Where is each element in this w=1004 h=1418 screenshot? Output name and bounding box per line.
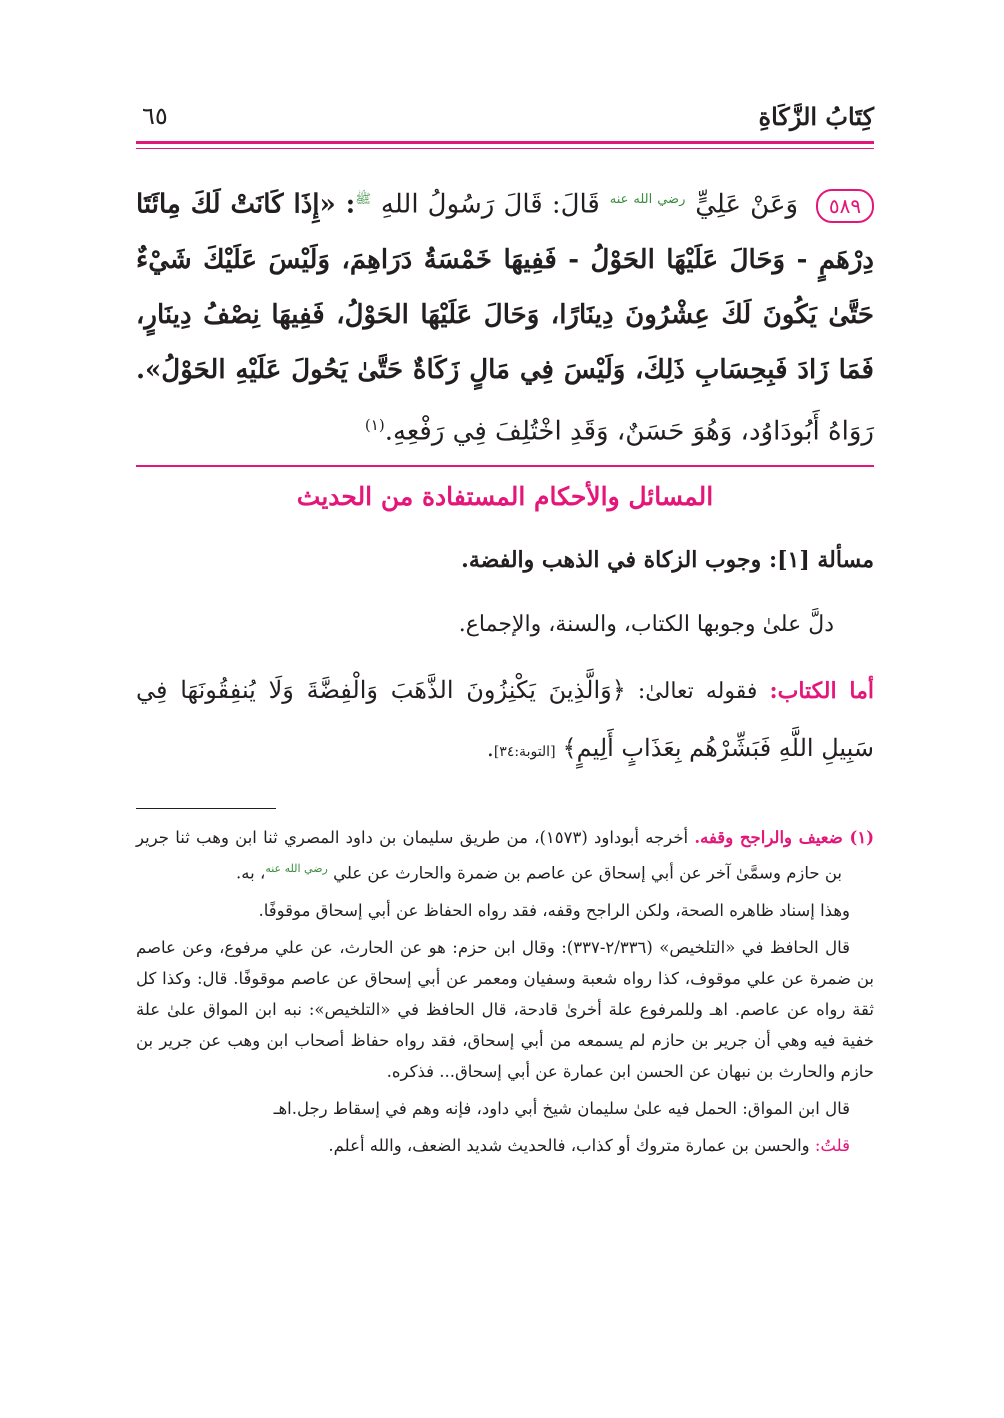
footnote-paragraph: قال ابن المواق: الحمل فيه علىٰ سليمان شيخ أبي داود، فإنه وهم في إسقاط رجل.اهـ	[273, 1098, 850, 1118]
salawat-glyph: ﷺ	[355, 192, 371, 207]
hadith-body: : «إِذَا كَانَتْ لَكَ مِائَتَا دِرْهَمٍ - وَحَالَ عَلَيْهَا الحَوْلُ - فَفِيهَا خَمْسَةُ دَرَاهِمَ، وَلَيْسَ عَلَيْكَ شَيْءٌ حَتَّىٰ يَكُونَ لَكَ عِشْرُونَ دِينَارًا، وَحَالَ عَلَيْهَا الحَوْلُ، فَفِيهَا نِصْفُ دِينَارٍ، فَمَا زَادَ فَبِحِسَابِ ذَلِكَ، وَلَيْسَ فِي مَالٍ زَكَاةٌ حَتَّىٰ يَحُولَ عَلَيْهِ الحَوْلُ».	[136, 189, 874, 385]
surah-reference: [التوبة:٣٤]	[493, 744, 556, 760]
honorific-glyph: رضي الله عنه	[609, 192, 686, 207]
evidence-paragraph: دلَّ علىٰ وجوبها الكتاب، والسنة، والإجماع.	[458, 612, 834, 637]
paragraph-end: .	[486, 737, 494, 762]
chapter-title: كِتَابُ الزَّكَاةِ	[758, 102, 874, 131]
hadith-intro: قَالَ: قَالَ رَسُولُ اللهِ	[380, 189, 600, 220]
issue-text: وجوب الزكاة في الذهب والفضة.	[461, 547, 762, 573]
page-number: ٦٥	[142, 102, 168, 130]
header-rule-thin	[136, 148, 874, 149]
quran-verse: ﴿وَالَّذِينَ يَكْنِزُونَ الذَّهَبَ وَالْفِضَّةَ وَلَا يُنفِقُونَهَا فِي سَبِيلِ اللَّهِ فَبَشِّرْهُم بِعَذَابٍ أَلِيمٍ﴾	[136, 676, 874, 762]
hadith-divider	[136, 465, 874, 467]
footnote-ref[interactable]: (١)	[364, 415, 385, 434]
footnote-label: (١) ضعيف والراجح وقفه.	[694, 828, 874, 847]
issue-label: مسألة [١]:	[768, 547, 874, 573]
section-title: المسائل والأحكام المستفادة من الحديث	[296, 482, 714, 511]
footnotes	[136, 822, 874, 1167]
header-rule	[136, 141, 874, 144]
book-page	[136, 0, 874, 1418]
page-header	[136, 98, 874, 146]
book-evidence-label: أما الكتاب:	[769, 678, 874, 704]
issue-heading	[461, 547, 874, 573]
footnote-paragraph: قال الحافظ في «التلخيص» (٢/٣٣٦-٣٣٧): وقال ابن حزم: هو عن الحارث، عن علي مرفوع، وعن عاصم بن ضمرة عن علي موقوف، كذا رواه شعبة وسفيان ومعمر عن أبي إسحاق عن عاصم موقوفًا. قال: وكذا كل ثقة رواه عن عاصم. اهـ وللمرفوع علة أخرىٰ قادحة، قال الحافظ في «التلخيص»: نبه ابن المواق علىٰ علة خفية فيه وهي أن جرير بن حازم لم يسمعه من أبي إسحاق، فقد رواه حفاظ أصحاب ابن وهب عن جرير بن حازم والحارث بن نبهان عن الحسن ابن عمارة عن أبي إسحاق... فذكره.	[136, 937, 874, 1081]
hadith-source: رَوَاهُ أَبُودَاوُد، وَهُوَ حَسَنٌ، وَقَدِ اخْتُلِفَ فِي رَفْعِهِ.	[384, 416, 874, 447]
hadith-number-badge: ٥٨٩	[816, 189, 874, 223]
footnote-paragraph: وهذا إسناد ظاهره الصحة، ولكن الراجح وقفه، فقد رواه الحفاظ عن أبي إسحاق موقوفًا.	[258, 900, 850, 920]
quran-paragraph	[136, 662, 874, 780]
footnote-note-text: والحسن بن عمارة متروك أو كذاب، فالحديث شديد الضعف، والله أعلم.	[328, 1135, 815, 1155]
footnote-tail: ، به.	[236, 863, 266, 883]
footnote-text: أخرجه أبوداود (١٥٧٣)، من طريق سليمان بن داود المصري ثنا ابن وهب ثنا جرير بن حازم وسمَّىٰ آخر عن أبي إسحاق عن عاصم بن ضمرة والحارث عن علي	[136, 828, 842, 883]
honorific-glyph: رضي الله عنه	[265, 862, 328, 875]
hadith-text	[136, 172, 874, 459]
footnote-divider	[136, 808, 276, 809]
hadith-narrator: وَعَنْ عَلِيٍّ	[695, 189, 799, 220]
footnote-note-label: قلتُ:	[814, 1135, 850, 1155]
quran-intro: فقوله تعالىٰ:	[637, 679, 758, 704]
